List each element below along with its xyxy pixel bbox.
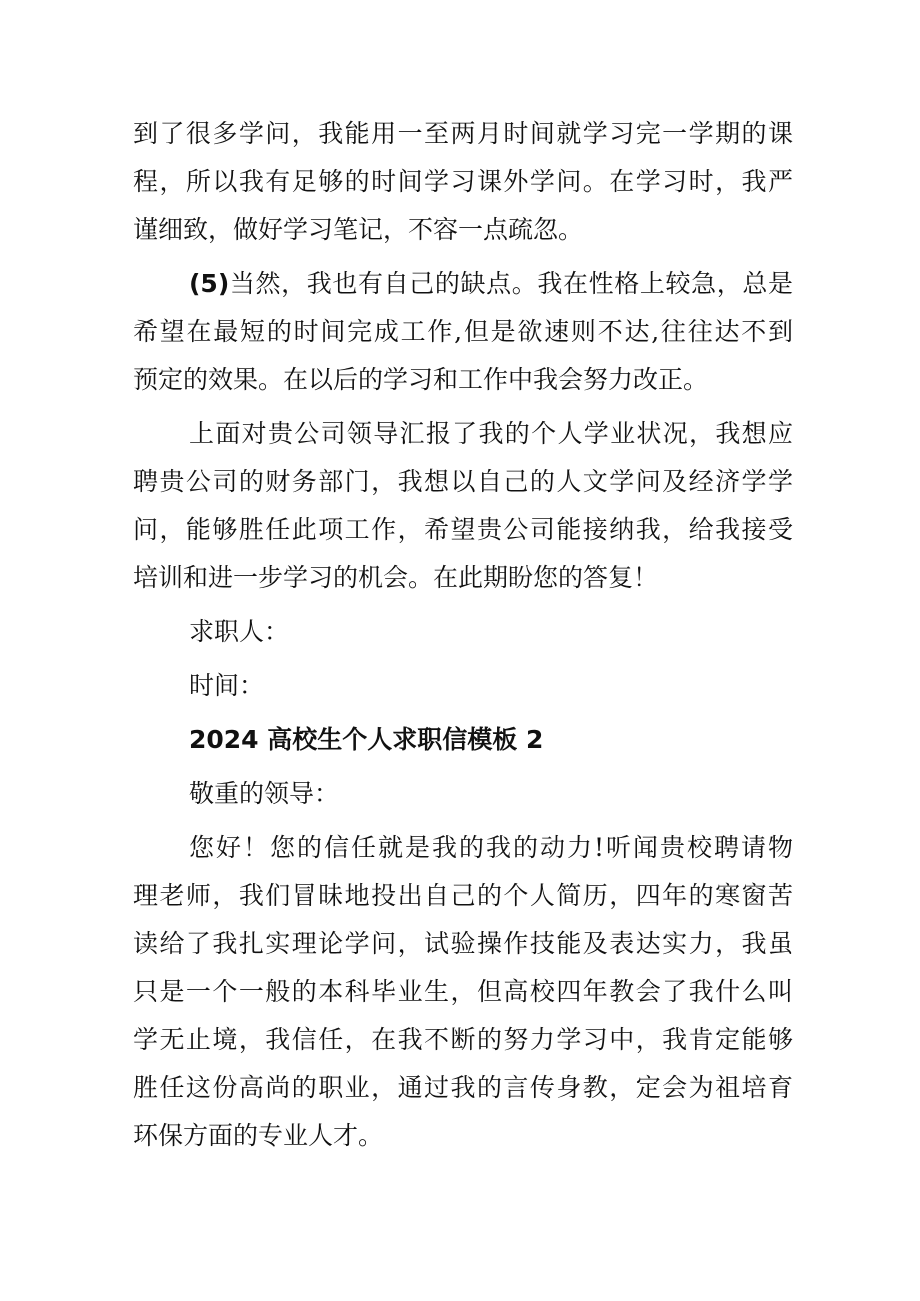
time-label: 时间： bbox=[189, 671, 265, 700]
paragraph-study bbox=[133, 110, 793, 254]
paragraph-line: 谨细致，做好学习笔记，不容一点疏忽。 bbox=[133, 215, 584, 244]
paragraph-line: 预定的效果。在以后的学习和工作中我会努力改正。 bbox=[133, 365, 709, 394]
salutation: 敬重的领导： bbox=[189, 779, 340, 808]
paragraph-line: 只是一个一般的本科毕业生，但高校四年教会了我什么叫 bbox=[133, 977, 793, 1006]
paragraph-line: 培训和进一步学习的机会。在此期盼您的答复！ bbox=[133, 563, 659, 592]
paragraph-line: 学无止境，我信任，在我不断的努力学习中，我肯定能够 bbox=[133, 1025, 793, 1054]
applicant-label: 求职人： bbox=[189, 617, 290, 646]
paragraph-line: 问，能够胜任此项工作，希望贵公司能接纳我，给我接受 bbox=[133, 515, 793, 544]
paragraph-letter2 bbox=[133, 824, 793, 1160]
paragraph-line: 希望在最短的时间完成工作,但是欲速则不达,往往达不到 bbox=[133, 317, 793, 346]
paragraph-summary bbox=[133, 410, 793, 602]
paragraph-line: 理老师，我们冒昧地投出自己的个人简历，四年的寒窗苦 bbox=[133, 881, 793, 910]
paragraph-line bbox=[133, 260, 793, 308]
paragraph-line: 胜任这份高尚的职业，通过我的言传身教，定会为祖培育 bbox=[133, 1073, 793, 1102]
paragraph-line: 您好！您的信任就是我的我的动力!听闻贵校聘请物 bbox=[189, 833, 793, 862]
section-title bbox=[133, 716, 793, 764]
paragraph-line: 聘贵公司的财务部门，我想以自己的人文学问及经济学学 bbox=[133, 467, 793, 496]
list-marker: (5) bbox=[189, 269, 230, 298]
section-title-text: 2024 高校生个人求职信模板 2 bbox=[189, 725, 544, 754]
document-page bbox=[133, 110, 793, 1160]
paragraph-weakness bbox=[133, 260, 793, 404]
paragraph-line: 程，所以我有足够的时间学习课外学问。在学习时，我严 bbox=[133, 167, 793, 196]
paragraph-text: 当然，我也有自己的缺点。我在性格上较急，总是 bbox=[229, 269, 793, 298]
paragraph-line: 读给了我扎实理论学问，试验操作技能及表达实力，我虽 bbox=[133, 929, 793, 958]
paragraph-line: 环保方面的专业人才。 bbox=[133, 1121, 384, 1150]
paragraph-line: 到了很多学问，我能用一至两月时间就学习完一学期的课 bbox=[133, 119, 793, 148]
paragraph-line: 上面对贵公司领导汇报了我的个人学业状况，我想应 bbox=[189, 419, 793, 448]
